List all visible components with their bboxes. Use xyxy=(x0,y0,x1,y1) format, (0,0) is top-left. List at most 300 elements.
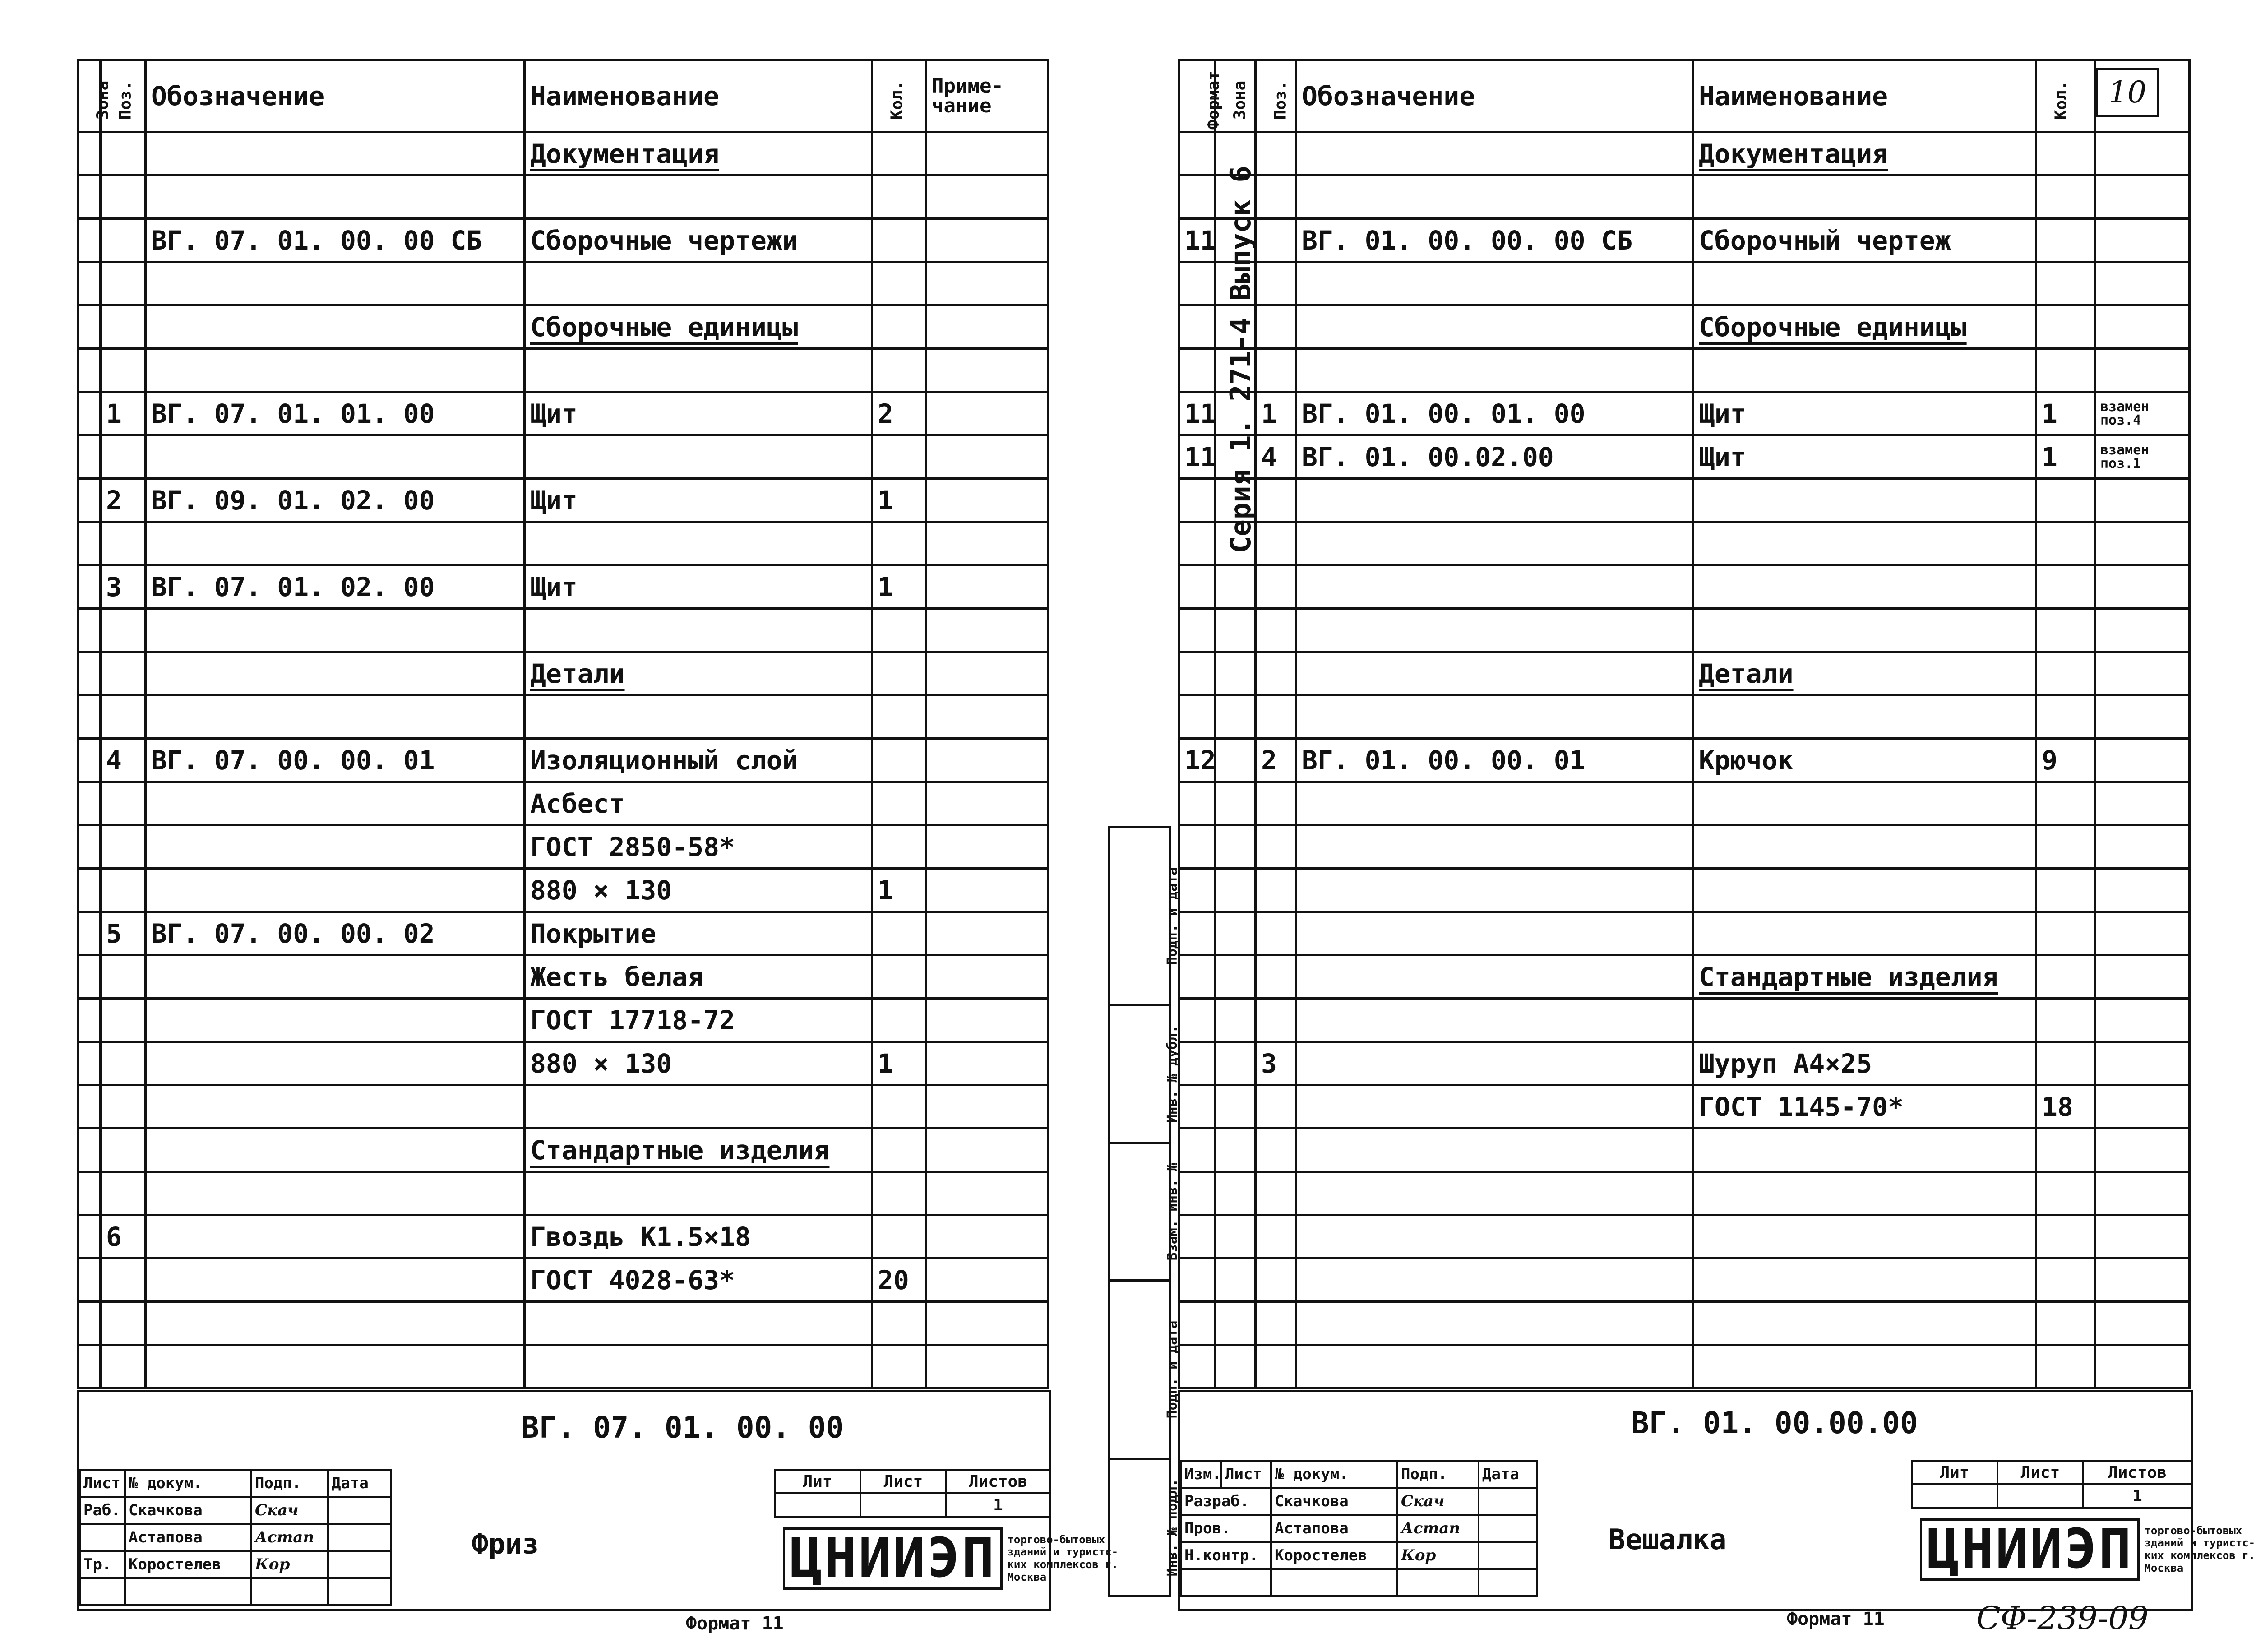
cell-note xyxy=(926,479,1048,522)
cell-designation xyxy=(146,1042,525,1085)
cell-pos xyxy=(1256,1345,1296,1388)
designation-header: Обозначение xyxy=(146,60,525,132)
left-stamp-title: Фриз xyxy=(472,1527,539,1560)
cell-designation xyxy=(146,262,525,305)
cell-format xyxy=(1179,132,1215,176)
cell-pos xyxy=(101,1085,146,1129)
cell-zone xyxy=(1215,955,1256,999)
cell-designation xyxy=(1296,565,1693,609)
lit-label: Лит xyxy=(1912,1461,1997,1484)
spec-row xyxy=(78,912,1048,955)
cell-qty: 9 xyxy=(2036,739,2095,782)
left-header-row xyxy=(78,60,1048,132)
right-spec-table xyxy=(1178,59,2191,1389)
cell-qty: 1 xyxy=(2036,435,2095,479)
cell-qty xyxy=(872,1085,926,1129)
pos-header: Поз. xyxy=(1256,60,1296,132)
sheets-label: Листов xyxy=(946,1470,1050,1493)
cell-note xyxy=(926,1345,1048,1388)
spec-row xyxy=(1179,176,2190,219)
cell-pos xyxy=(1256,1215,1296,1259)
cell-designation xyxy=(1296,912,1693,955)
cell-qty xyxy=(2036,609,2095,652)
cell-qty: 18 xyxy=(2036,1085,2095,1129)
cell-pos: 1 xyxy=(101,392,146,435)
cell-format xyxy=(1179,652,1215,695)
cell-name: ГОСТ 17718-72 xyxy=(525,999,872,1042)
cell-pos xyxy=(101,782,146,825)
cell-format xyxy=(1179,695,1215,739)
right-spec-body xyxy=(1179,132,2190,1388)
doc-col-label: № докум. xyxy=(125,1470,251,1497)
cell-name: Щит xyxy=(1693,435,2036,479)
cell-name: Крючок xyxy=(1693,739,2036,782)
cell-pos xyxy=(101,219,146,262)
cell-note xyxy=(2095,522,2190,565)
cell-note xyxy=(926,1302,1048,1345)
cell-name: 880 × 130 xyxy=(525,1042,872,1085)
spec-row xyxy=(1179,522,2190,565)
cell-name xyxy=(1693,349,2036,392)
cell-qty xyxy=(872,1345,926,1388)
cell-name xyxy=(1693,782,2036,825)
cell-name xyxy=(1693,609,2036,652)
document-number: СФ-239-09 xyxy=(1976,1600,2149,1637)
cell-pos xyxy=(101,955,146,999)
cell-format xyxy=(1179,1215,1215,1259)
cell-pos xyxy=(1256,912,1296,955)
cell-name xyxy=(1693,1302,2036,1345)
cell-qty xyxy=(872,1215,926,1259)
cell-designation xyxy=(146,652,525,695)
cell-designation: ВГ. 01. 00.02.00 xyxy=(1296,435,1693,479)
sheets-value: 1 xyxy=(946,1493,1050,1517)
cell-qty xyxy=(2036,999,2095,1042)
cell-name xyxy=(525,305,872,349)
spec-row xyxy=(1179,392,2190,435)
spec-row xyxy=(78,176,1048,219)
cell-name: ГОСТ 1145-70* xyxy=(1693,1085,2036,1129)
cell-designation xyxy=(1296,1259,1693,1302)
cell-qty xyxy=(2036,695,2095,739)
cell-designation xyxy=(146,695,525,739)
cell-qty: 1 xyxy=(2036,392,2095,435)
spec-row xyxy=(1179,825,2190,869)
cell-pos xyxy=(1256,869,1296,912)
date-col-label: Дата xyxy=(1479,1461,1537,1488)
cell-designation: ВГ. 01. 00. 00. 01 xyxy=(1296,739,1693,782)
cell-format xyxy=(1179,522,1215,565)
cell-name xyxy=(525,652,872,695)
sign-col-label: Подп. xyxy=(251,1470,328,1497)
cell-name xyxy=(1693,695,2036,739)
cell-qty xyxy=(872,435,926,479)
cell-qty xyxy=(872,349,926,392)
cell-pos xyxy=(101,305,146,349)
person-row xyxy=(1181,1542,1537,1569)
cell-pos xyxy=(101,1129,146,1172)
cell-note xyxy=(926,652,1048,695)
change-col-label: Изм. xyxy=(1181,1461,1221,1488)
left-format-label: Формат 11 xyxy=(686,1613,784,1634)
cell-name xyxy=(1693,1345,2036,1388)
binding-cell: Инв. № подл. xyxy=(1110,1458,1169,1595)
spec-row xyxy=(1179,1259,2190,1302)
sheet-label: Лист xyxy=(860,1470,946,1493)
cell-designation xyxy=(1296,522,1693,565)
person-date xyxy=(328,1551,391,1578)
cell-note xyxy=(926,695,1048,739)
spec-row xyxy=(1179,609,2190,652)
cell-designation xyxy=(146,782,525,825)
cell-zone xyxy=(1215,869,1256,912)
cell-zone xyxy=(1215,609,1256,652)
org-logo: ЦНИИЭП xyxy=(1920,1518,2140,1581)
cell-name xyxy=(1693,955,2036,999)
spec-row xyxy=(1179,1215,2190,1259)
cell-qty xyxy=(2036,176,2095,219)
cell-format xyxy=(1179,1129,1215,1172)
cell-pos: 3 xyxy=(1256,1042,1296,1085)
spec-row xyxy=(78,999,1048,1042)
sheet-col-label: Лист xyxy=(80,1470,125,1497)
cell-qty xyxy=(872,262,926,305)
cell-pos: 2 xyxy=(101,479,146,522)
person-date xyxy=(328,1497,391,1524)
spec-row xyxy=(78,392,1048,435)
cell-zone xyxy=(1215,435,1256,479)
cell-pos xyxy=(1256,176,1296,219)
cell-qty xyxy=(872,1172,926,1215)
designation-header: Обозначение xyxy=(1296,60,1693,132)
cell-note xyxy=(926,305,1048,349)
cell-note xyxy=(926,955,1048,999)
cell-designation xyxy=(146,825,525,869)
spec-row xyxy=(78,825,1048,869)
cell-zone xyxy=(78,219,101,262)
cell-zone xyxy=(1215,262,1256,305)
cell-name xyxy=(525,435,872,479)
cell-note xyxy=(926,219,1048,262)
cell-note xyxy=(926,609,1048,652)
cell-pos xyxy=(101,869,146,912)
cell-pos xyxy=(1256,782,1296,825)
cell-designation xyxy=(1296,1129,1693,1172)
cell-note xyxy=(2095,1345,2190,1388)
cell-zone xyxy=(78,522,101,565)
cell-qty xyxy=(872,739,926,782)
cell-designation: ВГ. 07. 01. 02. 00 xyxy=(146,565,525,609)
binding-cell: Инв. № дубл. xyxy=(1110,1004,1169,1142)
spec-row xyxy=(78,435,1048,479)
person-name: Скачкова xyxy=(1271,1488,1397,1515)
spec-row xyxy=(1179,435,2190,479)
cell-zone xyxy=(1215,1259,1256,1302)
lit-value xyxy=(775,1493,860,1517)
cell-name xyxy=(1693,479,2036,522)
cell-name xyxy=(525,609,872,652)
spec-row xyxy=(78,695,1048,739)
cell-qty xyxy=(872,219,926,262)
cell-pos xyxy=(101,609,146,652)
cell-name xyxy=(1693,912,2036,955)
cell-pos xyxy=(101,435,146,479)
cell-qty xyxy=(2036,782,2095,825)
cell-qty xyxy=(2036,522,2095,565)
cell-note xyxy=(926,1042,1048,1085)
cell-zone xyxy=(78,609,101,652)
cell-name: ГОСТ 4028-63* xyxy=(525,1259,872,1302)
qty-header: Кол. xyxy=(872,60,926,132)
cell-zone xyxy=(1215,132,1256,176)
binding-cell: Подп. и дата xyxy=(1164,867,1180,965)
cell-designation xyxy=(1296,999,1693,1042)
cell-note: взамен поз.4 xyxy=(2095,392,2190,435)
person-signature: Скач xyxy=(251,1497,328,1524)
cell-note xyxy=(2095,869,2190,912)
cell-format xyxy=(1179,999,1215,1042)
cell-name: Гвоздь К1.5×18 xyxy=(525,1215,872,1259)
cell-designation: ВГ. 07. 01. 01. 00 xyxy=(146,392,525,435)
cell-note xyxy=(926,912,1048,955)
cell-pos xyxy=(1256,695,1296,739)
cell-designation xyxy=(1296,609,1693,652)
cell-zone xyxy=(1215,739,1256,782)
sheets-value: 1 xyxy=(2083,1484,2191,1508)
cell-pos xyxy=(1256,565,1296,609)
cell-zone xyxy=(1215,912,1256,955)
binding-cell: Взам. инв. № xyxy=(1110,1142,1169,1279)
cell-qty xyxy=(2036,1302,2095,1345)
cell-format xyxy=(1179,912,1215,955)
cell-qty xyxy=(2036,1259,2095,1302)
cell-note xyxy=(2095,262,2190,305)
cell-qty xyxy=(2036,1172,2095,1215)
cell-pos xyxy=(101,262,146,305)
cell-qty: 1 xyxy=(872,565,926,609)
cell-zone xyxy=(1215,479,1256,522)
cell-note xyxy=(2095,1172,2190,1215)
person-signature: Астап xyxy=(1397,1515,1479,1542)
cell-format xyxy=(1179,176,1215,219)
cell-zone xyxy=(78,1172,101,1215)
cell-qty xyxy=(872,1129,926,1172)
cell-designation xyxy=(1296,782,1693,825)
cell-note xyxy=(2095,349,2190,392)
cell-designation xyxy=(1296,176,1693,219)
zone-header: Зона xyxy=(1215,60,1256,132)
cell-note xyxy=(926,1085,1048,1129)
section-heading: Сборочные единицы xyxy=(1699,311,1967,342)
cell-note xyxy=(2095,305,2190,349)
cell-name: ГОСТ 2850-58* xyxy=(525,825,872,869)
cell-pos xyxy=(101,176,146,219)
cell-designation: ВГ. 07. 00. 00. 01 xyxy=(146,739,525,782)
section-heading: Документация xyxy=(530,138,720,169)
cell-zone xyxy=(78,1259,101,1302)
cell-zone xyxy=(1215,305,1256,349)
cell-zone xyxy=(1215,1129,1256,1172)
cell-qty xyxy=(2036,912,2095,955)
cell-pos xyxy=(1256,1302,1296,1345)
spec-row xyxy=(78,219,1048,262)
person-row xyxy=(80,1497,391,1524)
section-heading: Стандартные изделия xyxy=(1699,961,1998,992)
person-role: Н.контр. xyxy=(1181,1542,1271,1569)
cell-pos xyxy=(1256,219,1296,262)
cell-pos xyxy=(1256,349,1296,392)
cell-name xyxy=(1693,1172,2036,1215)
cell-name: Щит xyxy=(525,565,872,609)
person-role: Пров. xyxy=(1181,1515,1271,1542)
cell-format xyxy=(1179,262,1215,305)
cell-zone xyxy=(78,782,101,825)
cell-name xyxy=(525,522,872,565)
section-heading-row xyxy=(1179,652,2190,695)
cell-name xyxy=(1693,1259,2036,1302)
right-org-block xyxy=(1920,1518,2256,1581)
cell-name xyxy=(1693,305,2036,349)
person-row xyxy=(1181,1488,1537,1515)
right-sig-header-row xyxy=(1181,1461,1537,1488)
cell-name: Сборочные чертежи xyxy=(525,219,872,262)
section-heading-row xyxy=(78,652,1048,695)
cell-designation xyxy=(1296,825,1693,869)
cell-pos xyxy=(101,1302,146,1345)
cell-pos xyxy=(1256,479,1296,522)
person-name: Скачкова xyxy=(125,1497,251,1524)
cell-format: 11 xyxy=(1179,219,1215,262)
cell-note xyxy=(2095,1042,2190,1085)
cell-note xyxy=(926,1259,1048,1302)
sheets-label: Листов xyxy=(2083,1461,2191,1484)
qty-header: Кол. xyxy=(2036,60,2095,132)
cell-pos xyxy=(101,132,146,176)
spec-row xyxy=(1179,219,2190,262)
cell-qty xyxy=(2036,825,2095,869)
cell-qty xyxy=(2036,349,2095,392)
cell-designation xyxy=(1296,1215,1693,1259)
cell-note xyxy=(926,739,1048,782)
cell-zone xyxy=(1215,1215,1256,1259)
right-signature-grid xyxy=(1180,1460,1538,1597)
section-heading: Детали xyxy=(1699,658,1794,689)
cell-designation xyxy=(1296,695,1693,739)
spec-row xyxy=(1179,1172,2190,1215)
cell-qty xyxy=(872,695,926,739)
cell-format xyxy=(1179,825,1215,869)
cell-pos xyxy=(101,522,146,565)
person-role: Раб. xyxy=(80,1497,125,1524)
cell-pos xyxy=(1256,825,1296,869)
person-date xyxy=(1479,1488,1537,1515)
cell-format xyxy=(1179,1302,1215,1345)
cell-pos xyxy=(1256,305,1296,349)
spec-row xyxy=(1179,695,2190,739)
cell-qty: 1 xyxy=(872,479,926,522)
cell-note xyxy=(2095,1302,2190,1345)
binding-cell: Подп. и дата xyxy=(1110,1279,1169,1458)
cell-qty xyxy=(872,522,926,565)
cell-name xyxy=(1693,262,2036,305)
cell-designation xyxy=(146,522,525,565)
cell-note xyxy=(2095,1259,2190,1302)
cell-designation xyxy=(146,435,525,479)
left-spec-table xyxy=(77,59,1049,1389)
spec-row xyxy=(78,1345,1048,1388)
person-role xyxy=(80,1524,125,1551)
cell-zone xyxy=(78,305,101,349)
cell-qty xyxy=(872,132,926,176)
cell-zone xyxy=(1215,1172,1256,1215)
cell-designation xyxy=(1296,1345,1693,1388)
cell-note xyxy=(2095,1215,2190,1259)
cell-qty xyxy=(872,825,926,869)
person-row xyxy=(1181,1515,1537,1542)
cell-pos xyxy=(101,652,146,695)
doc-col-label: № докум. xyxy=(1271,1461,1397,1488)
cell-pos xyxy=(1256,999,1296,1042)
cell-note xyxy=(926,1172,1048,1215)
cell-designation xyxy=(146,349,525,392)
person-role: Разраб. xyxy=(1181,1488,1271,1515)
cell-name: Изоляционный слой xyxy=(525,739,872,782)
spec-row xyxy=(78,782,1048,825)
person-date xyxy=(1479,1542,1537,1569)
cell-name xyxy=(1693,1215,2036,1259)
spec-row xyxy=(78,565,1048,609)
spec-row xyxy=(78,349,1048,392)
spec-row xyxy=(1179,349,2190,392)
cell-pos xyxy=(101,1042,146,1085)
cell-qty: 2 xyxy=(872,392,926,435)
cell-zone xyxy=(78,1345,101,1388)
section-heading-row xyxy=(78,1129,1048,1172)
cell-pos: 3 xyxy=(101,565,146,609)
cell-designation xyxy=(1296,132,1693,176)
cell-pos xyxy=(101,1172,146,1215)
cell-name xyxy=(1693,825,2036,869)
cell-designation xyxy=(146,1172,525,1215)
cell-pos xyxy=(101,1259,146,1302)
cell-pos: 5 xyxy=(101,912,146,955)
cell-note xyxy=(926,825,1048,869)
spec-row xyxy=(78,955,1048,999)
cell-zone xyxy=(78,435,101,479)
cell-note xyxy=(2095,1129,2190,1172)
cell-note xyxy=(2095,609,2190,652)
name-header: Наименование xyxy=(525,60,872,132)
cell-format xyxy=(1179,305,1215,349)
cell-zone xyxy=(78,262,101,305)
cell-format xyxy=(1179,1259,1215,1302)
cell-designation xyxy=(1296,1085,1693,1129)
person-date xyxy=(328,1524,391,1551)
cell-note xyxy=(2095,782,2190,825)
cell-designation xyxy=(1296,262,1693,305)
spec-row xyxy=(78,1215,1048,1259)
cell-qty xyxy=(2036,1042,2095,1085)
cell-qty xyxy=(872,305,926,349)
cell-zone xyxy=(1215,522,1256,565)
cell-zone xyxy=(78,695,101,739)
cell-format: 12 xyxy=(1179,739,1215,782)
cell-name: Сборочный чертеж xyxy=(1693,219,2036,262)
cell-note xyxy=(2095,219,2190,262)
cell-name xyxy=(525,1302,872,1345)
cell-zone xyxy=(1215,1042,1256,1085)
cell-name xyxy=(1693,176,2036,219)
